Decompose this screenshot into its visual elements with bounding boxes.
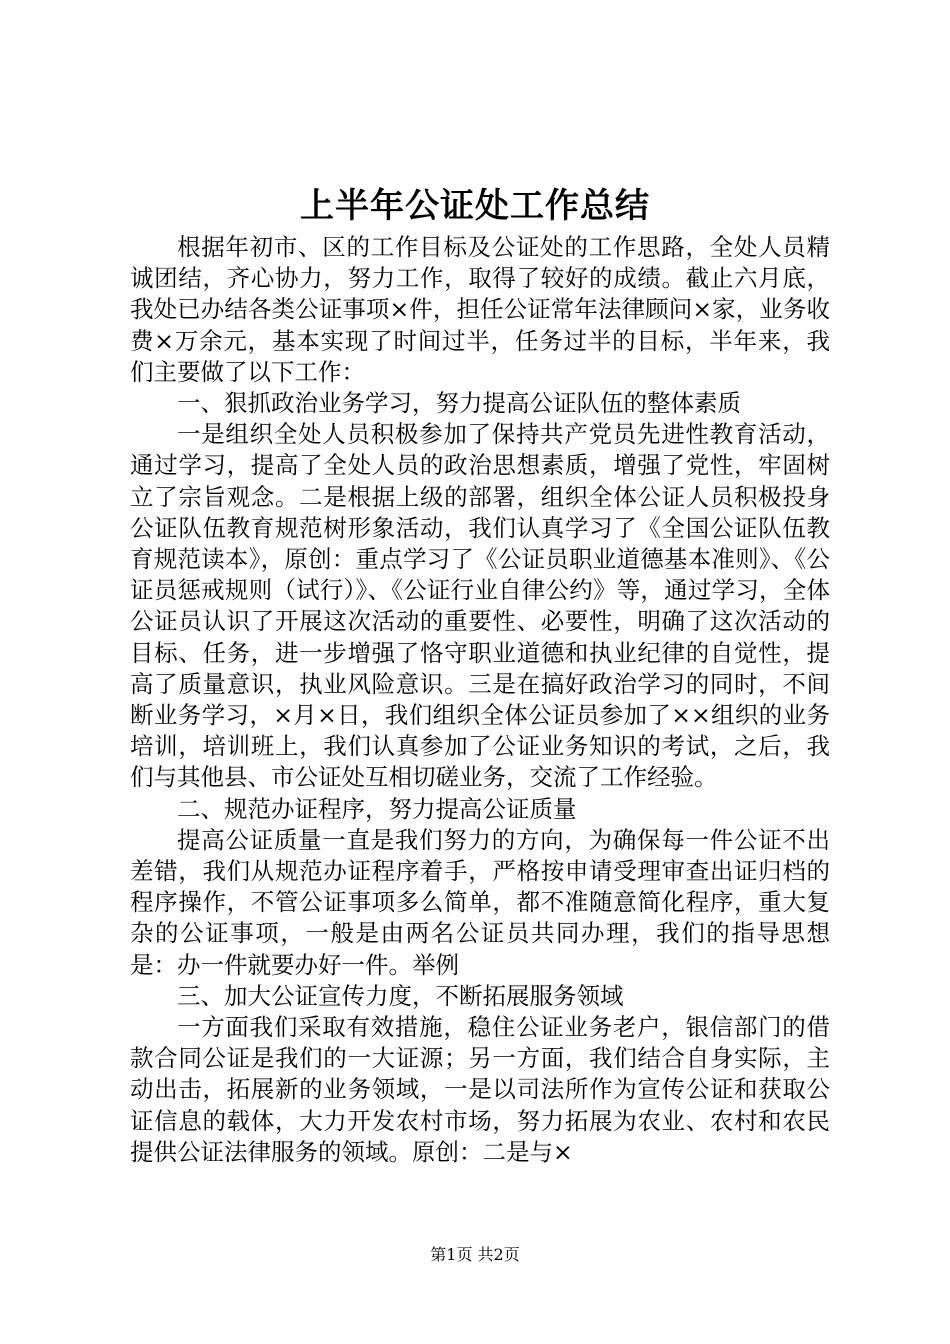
document-body <box>130 232 830 1168</box>
paragraph-section-1: 一是组织全处人员积极参加了保持共产党员先进性教育活动，通过学习，提高了全处人员的政治思想素质，增强了党性，牢固树立了宗旨观念。二是根据上级的部署，组织全体公证人员积极投身公证队伍教育规范树形象活动，我们认真学习了《全国公证队伍教育规范读本》，原创：重点学习了《公证员职业道德基本准则》、《公证员惩戒规则（试行）》、《公证行业自律公约》等，通过学习，全体公证员认识了开展这次活动的重要性、必要性，明确了这次活动的目标、任务，进一步增强了恪守职业道德和执业纪律的自觉性，提高了质量意识，执业风险意识。三是在搞好政治学习的同时，不间断业务学习，×月×日，我们组织全体公证员参加了××组织的业务培训，培训班上，我们认真参加了公证业务知识的考试，之后，我们与其他县、市公证处互相切磋业务，交流了工作经验。 <box>130 420 830 792</box>
section-heading-2: 二、规范办证程序，努力提高公证质量 <box>177 794 577 823</box>
paragraph-section-3: 一方面我们采取有效措施，稳住公证业务老户，银信部门的借款合同公证是我们的一大证源；另一方面，我们结合自身实际，主动出击，拓展新的业务领域，一是以司法所作为宣传公证和获取公证信息的载体，大力开发农村市场，努力拓展为农业、农村和农民提供公证法律服务的领域。原创：二是与× <box>130 1013 830 1166</box>
paragraph-intro: 根据年初市、区的工作目标及公证处的工作思路，全处人员精诚团结，齐心协力，努力工作，取得了较好的成绩。截止六月底，我处已办结各类公证事项×件，担任公证常年法律顾问×家，业务收费×万余元，基本实现了时间过半，任务过半的目标，半年来，我们主要做了以下工作： <box>130 233 830 386</box>
section-heading-3: 三、加大公证宣传力度，不断拓展服务领域 <box>177 981 624 1010</box>
document-title: 上半年公证处工作总结 <box>300 186 650 226</box>
paragraph-section-2: 提高公证质量一直是我们努力的方向，为确保每一件公证不出差错，我们从规范办证程序着手，严格按申请受理审查出证归档的程序操作，不管公证事项多么简单，都不准随意简化程序，重大复杂的公证事项，一般是由两名公证员共同办理，我们的指导思想是：办一件就要办好一件。举例 <box>130 825 830 979</box>
page-number-footer: 第1页 共2页 <box>430 1245 520 1264</box>
section-heading-1: 一、狠抓政治业务学习，努力提高公证队伍的整体素质 <box>177 389 741 418</box>
